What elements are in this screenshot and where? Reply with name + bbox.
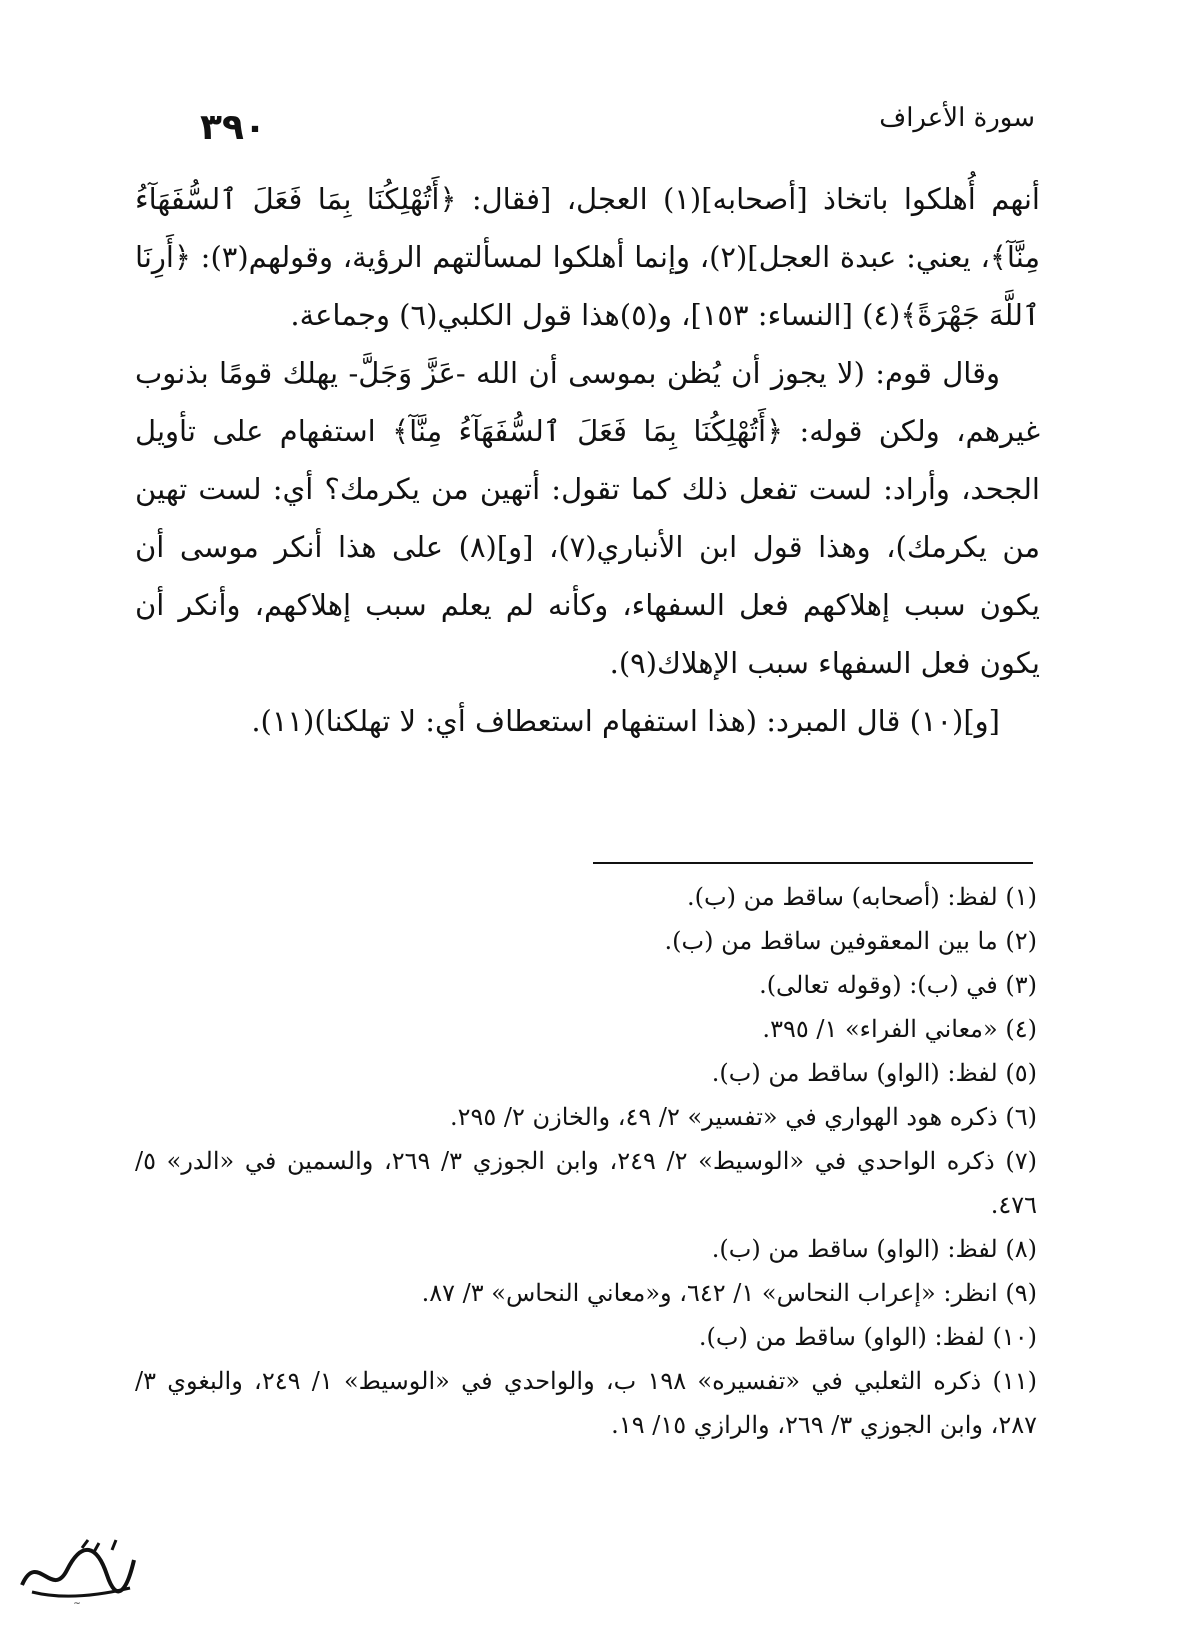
footnote-number: (٥)	[1005, 1059, 1037, 1087]
footnote-text: لفظ: (الواو) ساقط من (ب).	[711, 1235, 998, 1263]
footnote-number: (١٠)	[992, 1323, 1037, 1351]
paragraph-2: وقال قوم: (لا يجوز أن يُظن بموسى أن الله -عَزَّ وَجَلَّ- يهلك قومًا بذنوب غيرهم، ولكن قوله: ﴿أَتُهْلِكُنَا بِمَا فَعَلَ ٱلسُّفَهَآءُ مِنَّآ﴾ استفهام على تأويل الجحد، وأراد: لست تفعل ذلك كما تقول: أتهين من يكرمك؟ أي: لست تهين من يكرمك)، وهذا قول ابن الأنباري(٧)، [و](٨) على هذا أنكر موسى أن يكون سبب إهلاكهم فعل السفهاء، وكأنه لم يعلم سبب إهلاكهم، وأنكر أن يكون فعل السفهاء سبب الإهلاك(٩).	[135, 356, 1041, 680]
footnote-text: «معاني الفراء» ١/ ٣٩٥.	[762, 1015, 998, 1043]
footnote-number: (٨)	[1005, 1235, 1037, 1263]
footnote-number: (٧)	[1005, 1147, 1037, 1175]
main-text	[135, 170, 1040, 750]
footnote-6	[135, 1095, 1037, 1139]
page-number: ٣٩٠	[200, 107, 266, 148]
footnote-number: (٤)	[1005, 1015, 1037, 1043]
footnote-11	[135, 1359, 1037, 1447]
footnote-number: (٣)	[1005, 971, 1037, 999]
footnote-7	[135, 1139, 1037, 1227]
footnote-text: ما بين المعقوفين ساقط من (ب).	[664, 927, 998, 955]
footnote-number: (١)	[1005, 883, 1037, 911]
svg-text:~: ~	[73, 1599, 81, 1609]
footnotes	[135, 875, 1037, 1447]
footnote-text: ذكره الواحدي في «الوسيط» ٢/ ٢٤٩، وابن الجوزي ٣/ ٢٦٩، والسمين في «الدر» ٥/ ٤٧٦.	[135, 1147, 1037, 1219]
footnote-text: ذكره الثعلبي في «تفسيره» ١٩٨ ب، والواحدي في «الوسيط» ١/ ٢٤٩، والبغوي ٣/ ٢٨٧، وابن الجوزي ٣/ ٢٦٩، والرازي ١٥/ ١٩.	[135, 1367, 1037, 1439]
footnote-5	[135, 1051, 1037, 1095]
footnote-text: لفظ: (الواو) ساقط من (ب).	[711, 1059, 998, 1087]
page-header	[200, 95, 1035, 155]
footnote-9	[135, 1271, 1037, 1315]
footnote-text: ذكره هود الهواري في «تفسير» ٢/ ٤٩، والخازن ٢/ ٢٩٥.	[449, 1103, 998, 1131]
footnote-text: في (ب): (وقوله تعالى).	[759, 971, 998, 999]
footnote-1	[135, 875, 1037, 919]
footnote-number: (١١)	[992, 1367, 1038, 1395]
paragraph-3: [و](١٠) قال المبرد: (هذا استفهام استعطاف أي: لا تهلكنا)(١١).	[251, 704, 1000, 738]
footnote-4	[135, 1007, 1037, 1051]
footnote-2	[135, 919, 1037, 963]
calligraphy-logo-icon	[12, 1530, 142, 1610]
surah-title: سورة الأعراف	[879, 103, 1035, 133]
footnote-text: لفظ: (أصحابه) ساقط من (ب).	[687, 883, 998, 911]
publisher-logo	[12, 1530, 142, 1610]
paragraph-1: أنهم أُهلكوا باتخاذ [أصحابه](١) العجل، [فقال: ﴿أَتُهْلِكُنَا بِمَا فَعَلَ ٱلسُّفَهَآءُ مِنَّآ﴾، يعني: عبدة العجل](٢)، وإنما أهلكوا لمسألتهم الرؤية، وقولهم(٣): ﴿أَرِنَا ٱللَّهَ جَهْرَةً﴾(٤) [النساء: ١٥٣]، و(٥)هذا قول الكلبي(٦) وجماعة.	[135, 182, 1040, 332]
footnote-number: (٩)	[1005, 1279, 1037, 1307]
footnote-text: انظر: «إعراب النحاس» ١/ ٦٤٢، و«معاني النحاس» ٣/ ٨٧.	[421, 1279, 998, 1307]
footnote-divider	[593, 862, 1033, 864]
footnote-8	[135, 1227, 1037, 1271]
footnote-10	[135, 1315, 1037, 1359]
footnote-text: لفظ: (الواو) ساقط من (ب).	[698, 1323, 985, 1351]
footnote-number: (٦)	[1005, 1103, 1037, 1131]
footnote-number: (٢)	[1005, 927, 1037, 955]
footnote-3	[135, 963, 1037, 1007]
